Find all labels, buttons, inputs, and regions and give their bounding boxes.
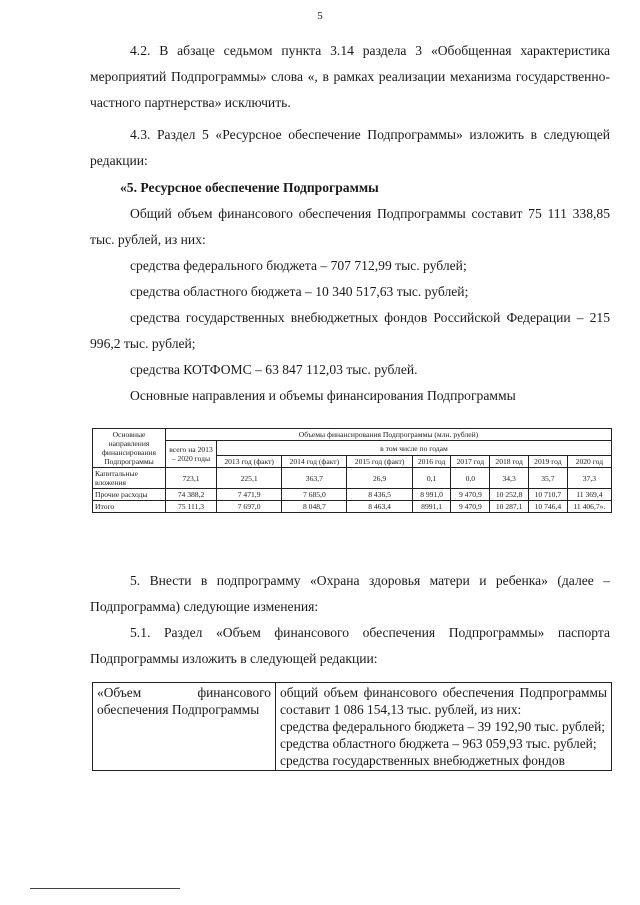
passport-table xyxy=(92,682,612,771)
table-cell: 0,0 xyxy=(451,468,490,489)
paragraph-kotfoms: средства КОТФОМС – 63 847 112,03 тыс. рублей. xyxy=(130,362,418,377)
paragraph-4-2: 4.2. В абзаце седьмом пункта 3.14 раздела 3 «Обобщенная характеристика мероприятий Подпрограммы» слова «, в рамках реализации механизма государственно-частного партнерства» исключить. xyxy=(90,43,610,110)
table-cell: 11 369,4 xyxy=(567,489,611,501)
table-cell: 11 406,7». xyxy=(567,501,611,513)
col-header-directions: Основные направления финансирования Подпрограммы xyxy=(93,429,166,468)
passport-right-cell xyxy=(276,683,612,771)
table-row xyxy=(93,683,612,771)
table-cell: 10 710,7 xyxy=(529,489,568,501)
passport-line: средства государственных внебюджетных фондов xyxy=(280,753,565,768)
col-header-year: 2020 год xyxy=(567,456,611,468)
table-cell: 7 471,9 xyxy=(217,489,282,501)
row-label: Капитальные вложения xyxy=(93,468,166,489)
paragraph-4-3: 4.3. Раздел 5 «Ресурсное обеспечение Подпрограммы» изложить в следующей редакции: xyxy=(90,127,610,168)
table-row xyxy=(93,468,612,489)
row-label: Итого xyxy=(93,501,166,513)
table-cell: 723,1 xyxy=(166,468,217,489)
paragraph-extrabudgetary-funds: средства государственных внебюджетных фондов Российской Федерации – 215 996,2 тыс. рублей; xyxy=(90,310,610,351)
table-cell: 10 746,4 xyxy=(529,501,568,513)
table-cell: 8 048,7 xyxy=(282,501,347,513)
table-cell: 363,7 xyxy=(282,468,347,489)
paragraph-5: 5. Внести в подпрограмму «Охрана здоровья матери и ребенка» (далее – Подпрограмма) следующие изменения: xyxy=(90,573,610,614)
col-header-total: всего на 2013 – 2020 годы xyxy=(166,441,217,468)
col-header-year: 2017 год xyxy=(451,456,490,468)
section-heading: «5. Ресурсное обеспечение Подпрограммы xyxy=(120,180,379,195)
footer-rule xyxy=(30,888,180,889)
table-cell: 225,1 xyxy=(217,468,282,489)
passport-left-cell xyxy=(93,683,276,771)
page-number: 5 xyxy=(317,10,323,22)
table-cell: 37,3 xyxy=(567,468,611,489)
paragraph-federal-budget: средства федерального бюджета – 707 712,99 тыс. рублей; xyxy=(130,258,467,273)
table-cell: 8 463,4 xyxy=(347,501,412,513)
table-cell: 9 470,9 xyxy=(451,501,490,513)
passport-line: средства областного бюджета – 963 059,93 тыс. рублей; xyxy=(280,736,597,751)
col-header-year: 2014 год (факт) xyxy=(282,456,347,468)
table-cell: 75 111,3 xyxy=(166,501,217,513)
table-cell: 8991,1 xyxy=(412,501,451,513)
paragraph-table-caption: Основные направления и объемы финансирования Подпрограммы xyxy=(130,388,516,403)
col-header-year: 2019 год xyxy=(529,456,568,468)
table-row xyxy=(93,489,612,501)
table-cell: 35,7 xyxy=(529,468,568,489)
table-cell: 10 287,1 xyxy=(490,501,529,513)
table-cell: 74 388,2 xyxy=(166,489,217,501)
paragraph-total-volume: Общий объем финансового обеспечения Подпрограммы составит 75 111 338,85 тыс. рублей, из них: xyxy=(90,206,610,247)
passport-line: общий объем финансового обеспечения Подпрограммы составит 1 086 154,13 тыс. рублей, из них: xyxy=(280,685,607,717)
table-cell: 7 685,0 xyxy=(282,489,347,501)
table-cell: 0,1 xyxy=(412,468,451,489)
table-cell: 34,3 xyxy=(490,468,529,489)
paragraph-regional-budget: средства областного бюджета – 10 340 517,63 тыс. рублей; xyxy=(130,284,469,299)
table-row xyxy=(93,501,612,513)
table-cell: 8 436,5 xyxy=(347,489,412,501)
col-header-by-years: в том числе по годам xyxy=(217,441,612,456)
col-header-volumes: Объемы финансирования Подпрограммы (млн. рублей) xyxy=(166,429,612,441)
col-header-year: 2013 год (факт) xyxy=(217,456,282,468)
col-header-year: 2015 год (факт) xyxy=(347,456,412,468)
table-cell: 8 991,0 xyxy=(412,489,451,501)
col-header-year: 2016 год xyxy=(412,456,451,468)
paragraph-5-1: 5.1. Раздел «Объем финансового обеспечения Подпрограммы» паспорта Подпрограммы изложить в следующей редакции: xyxy=(90,625,610,666)
table-cell: 26,9 xyxy=(347,468,412,489)
financing-table xyxy=(92,428,612,513)
table-cell: 9 470,9 xyxy=(451,489,490,501)
table-cell: 10 252,8 xyxy=(490,489,529,501)
row-label: Прочие расходы xyxy=(93,489,166,501)
passport-line: средства федерального бюджета – 39 192,90 тыс. рублей; xyxy=(280,719,606,734)
table-cell: 7 697,0 xyxy=(217,501,282,513)
col-header-year: 2018 год xyxy=(490,456,529,468)
passport-left-text: «Объем финансового обеспечения Подпрограммы xyxy=(97,685,271,717)
